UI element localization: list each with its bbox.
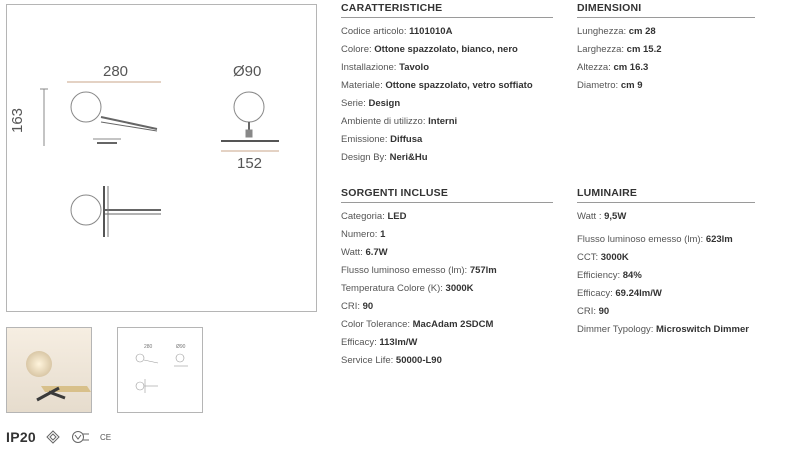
spec-label: Watt: — [341, 247, 366, 258]
sorgenti-rows — [341, 208, 553, 370]
spec-row — [341, 244, 553, 262]
spec-value: 113lm/W — [379, 337, 418, 348]
spec-row — [341, 113, 553, 131]
spec-value: cm 28 — [628, 26, 656, 37]
caratteristiche-section — [341, 2, 553, 167]
spec-label: Serie: — [341, 98, 369, 109]
spec-row — [577, 59, 755, 77]
spec-value: Interni — [428, 116, 458, 127]
lamp-drawing — [7, 5, 316, 311]
spec-label: CCT: — [577, 252, 601, 263]
spec-label: Diametro: — [577, 80, 621, 91]
spec-label: Efficiency: — [577, 270, 623, 281]
technical-drawing-panel — [6, 4, 317, 312]
spec-row — [341, 95, 553, 113]
spec-label: Altezza: — [577, 62, 614, 73]
spec-row — [341, 334, 553, 352]
spec-label: Efficacy: — [341, 337, 380, 348]
class-ii-insulation-icon — [46, 430, 60, 444]
ip-rating: IP20 — [6, 429, 36, 445]
spec-value: 84% — [622, 270, 642, 281]
caratteristiche-rows — [341, 23, 553, 167]
spec-row — [341, 280, 553, 298]
spec-label: Numero: — [341, 229, 381, 240]
spec-row — [341, 226, 553, 244]
spec-value: 3000K — [600, 252, 629, 263]
spec-row — [341, 41, 553, 59]
spec-value: Neri&Hu — [389, 152, 428, 163]
spec-label: Emissione: — [341, 134, 391, 145]
spec-row — [341, 352, 553, 370]
spec-row — [577, 303, 755, 321]
spec-row — [577, 321, 755, 339]
spec-value: 69.24lm/W — [615, 288, 662, 299]
diameter-dimension-label: Ø90 — [233, 63, 262, 80]
thumb-width-label: 280 — [144, 344, 153, 350]
spec-row — [577, 23, 755, 41]
sorgenti-title: SORGENTI INCLUSE — [341, 187, 553, 203]
spec-label: Ambiente di utilizzo: — [341, 116, 429, 127]
spec-label: Temperatura Colore (K): — [341, 283, 446, 294]
product-photo-thumbnail[interactable] — [6, 327, 92, 413]
height-dimension-label: 163 — [9, 107, 26, 133]
spec-row — [341, 298, 553, 316]
spec-row — [577, 267, 755, 285]
ce-mark-icon: CE — [100, 432, 112, 442]
spec-label: Larghezza: — [577, 44, 627, 55]
spec-label: Materiale: — [341, 80, 386, 91]
spec-value: 50000-L90 — [395, 355, 442, 366]
spec-value: Microswitch Dimmer — [656, 324, 749, 335]
spec-label: Color Tolerance: — [341, 319, 413, 330]
spec-value: cm 16.3 — [613, 62, 649, 73]
spec-value: 90 — [598, 306, 610, 317]
spec-row — [341, 208, 553, 226]
mini-drawing — [118, 328, 202, 412]
spec-value: Tavolo — [399, 62, 430, 73]
spec-value: cm 9 — [620, 80, 643, 91]
spec-value: cm 15.2 — [626, 44, 662, 55]
spec-label: Watt : — [577, 211, 605, 222]
spec-value: LED — [387, 211, 407, 222]
spec-value: 1101010A — [409, 26, 453, 37]
spec-value: 623lm — [705, 234, 733, 245]
spec-row — [341, 23, 553, 41]
spec-label: Installazione: — [341, 62, 400, 73]
luminaire-title: LUMINAIRE — [577, 187, 755, 203]
spec-value: 6.7W — [365, 247, 388, 258]
spec-value: Diffusa — [390, 134, 423, 145]
spec-row — [341, 77, 553, 95]
spec-row — [577, 285, 755, 303]
spec-row — [577, 41, 755, 59]
width-dimension-label: 280 — [103, 63, 129, 80]
spec-row — [577, 249, 755, 267]
spec-value: 757lm — [469, 265, 497, 276]
spec-label: CRI: — [577, 306, 599, 317]
dimensioni-section — [577, 2, 755, 95]
spec-label: Design By: — [341, 152, 390, 163]
base-dimension-label: 152 — [237, 155, 263, 172]
dimensioni-rows — [577, 23, 755, 95]
spec-value: Ottone spazzolato, vetro soffiato — [385, 80, 533, 91]
spec-row — [341, 131, 553, 149]
spec-value: 1 — [380, 229, 386, 240]
energy-label-icon — [70, 430, 90, 444]
spec-label: Lunghezza: — [577, 26, 629, 37]
spec-row — [341, 59, 553, 77]
spec-value: 3000K — [445, 283, 474, 294]
spec-label: CRI: — [341, 301, 363, 312]
spec-value: 90 — [362, 301, 374, 312]
certification-bar — [6, 428, 111, 446]
spec-value: 9,5W — [604, 211, 627, 222]
spec-label: Dimmer Typology: — [577, 324, 657, 335]
spec-label: Categoria: — [341, 211, 388, 222]
spec-row — [341, 149, 553, 167]
lamp-photo — [7, 328, 91, 412]
spec-label: Efficacy: — [577, 288, 616, 299]
spec-row — [577, 208, 755, 226]
spec-row — [341, 262, 553, 280]
caratteristiche-title: CARATTERISTICHE — [341, 2, 553, 18]
dimensioni-title: DIMENSIONI — [577, 2, 755, 18]
spec-label: Flusso luminoso emesso (lm): — [577, 234, 706, 245]
spec-row — [341, 316, 553, 334]
spec-value: MacAdam 2SDCM — [412, 319, 494, 330]
spec-label: Colore: — [341, 44, 375, 55]
spec-label: Service Life: — [341, 355, 396, 366]
spec-row — [577, 231, 755, 249]
spec-label: Codice articolo: — [341, 26, 410, 37]
technical-drawing-thumbnail[interactable] — [117, 327, 203, 413]
spec-value: Design — [368, 98, 401, 109]
thumb-diameter-label: Ø90 — [176, 344, 186, 350]
spec-row — [577, 77, 755, 95]
luminaire-rows — [577, 208, 755, 339]
luminaire-section — [577, 187, 755, 339]
sorgenti-incluse-section — [341, 187, 553, 370]
spec-value: Ottone spazzolato, bianco, nero — [374, 44, 518, 55]
spec-label: Flusso luminoso emesso (lm): — [341, 265, 470, 276]
